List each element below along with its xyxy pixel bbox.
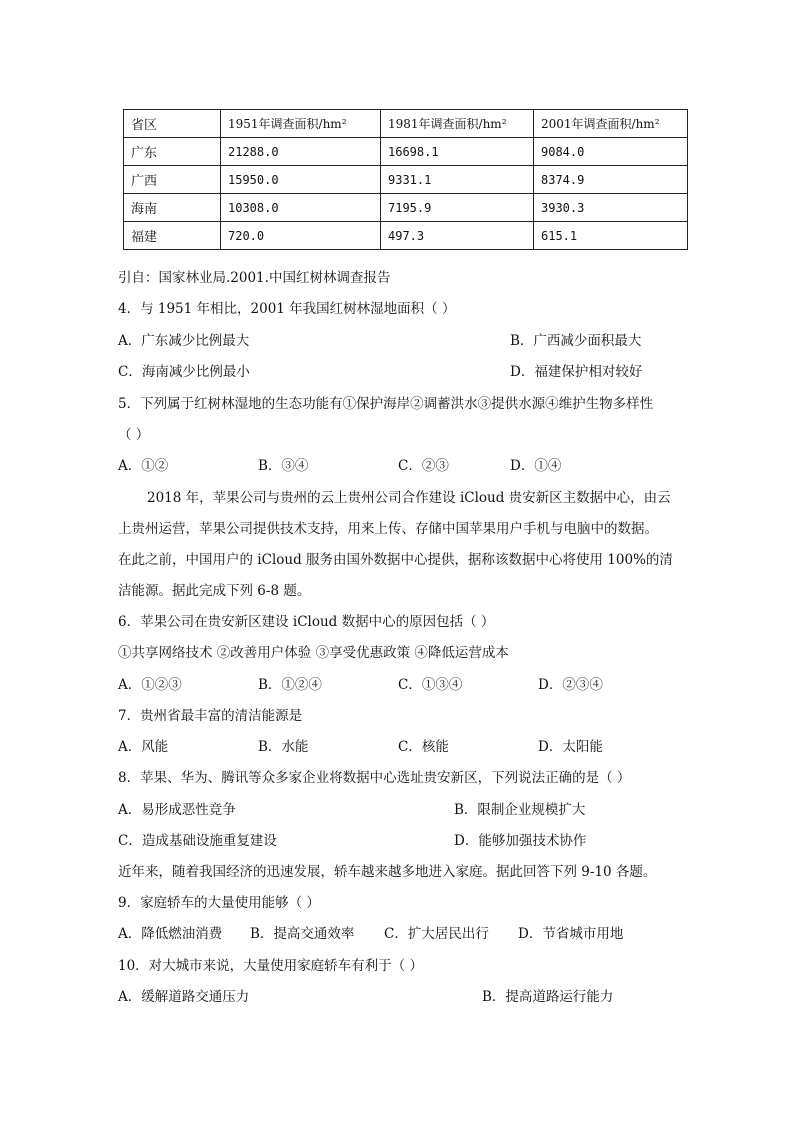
question-5-option-d[interactable]: D．①④ [510,458,562,474]
table-cell: 8374.9 [534,166,688,194]
passage-1-line: 2018 年，苹果公司与贵州的云上贵州公司合作建设 iCloud 贵安新区主数据中心，由云 [147,490,671,506]
question-6-option-d[interactable]: D．②③④ [538,677,603,693]
question-7-option-d[interactable]: D．太阳能 [538,739,603,755]
table-row [124,138,688,166]
question-6-stem: 6．苹果公司在贵安新区建设 iCloud 数据中心的原因包括（ ） [118,614,495,630]
table-cell: 广西 [124,166,221,194]
passage-1-line: 上贵州运营，苹果公司提供技术支持，用来上传、存储中国苹果用户手机与电脑中的数据。 [118,521,658,537]
table-cell: 10308.0 [221,194,381,222]
question-6-option-c[interactable]: C．①③④ [398,677,463,693]
question-7-stem: 7．贵州省最丰富的清洁能源是 [118,708,303,724]
question-4-option-a[interactable]: A．广东减少比例最大 [118,333,250,349]
table-row [124,194,688,222]
question-8-option-b[interactable]: B．限制企业规模扩大 [454,802,586,818]
question-10-option-b[interactable]: B．提高道路运行能力 [482,989,614,1005]
question-5-option-c[interactable]: C．②③ [398,458,449,474]
table-header-cell: 省区 [124,110,221,138]
passage-1-line: 在此之前，中国用户的 iCloud 服务由国外数据中心提供，据称该数据中心将使用 100%的清 [118,552,673,568]
table-row [124,222,688,250]
table-header-cell: 2001年调查面积/hm² [534,110,688,138]
table-cell: 15950.0 [221,166,381,194]
passage-2-text: 近年来，随着我国经济的迅速发展，轿车越来越多地进入家庭。据此回答下列 9-10 各题。 [118,864,657,880]
question-5-stem: 5．下列属于红树林湿地的生态功能有①保护海岸②调蓄洪水③提供水源④维护生物多样性 [118,396,654,412]
question-7-option-c[interactable]: C．核能 [398,739,449,755]
mangrove-area-table [123,109,688,250]
table-cell: 3930.3 [534,194,688,222]
table-cell: 广东 [124,138,221,166]
table-cell: 9331.1 [381,166,534,194]
question-4-option-d[interactable]: D．福建保护相对较好 [510,364,643,380]
table-cell: 16698.1 [381,138,534,166]
question-6-option-b[interactable]: B．①②④ [258,677,322,693]
question-6-option-a[interactable]: A．①②③ [118,677,182,693]
question-6-items: ①共享网络技术 ②改善用户体验 ③享受优惠政策 ④降低运营成本 [118,645,509,661]
passage-1-line: 洁能源。据此完成下列 6-8 题。 [118,583,311,599]
question-7-option-a[interactable]: A．风能 [118,739,169,755]
question-5-option-b[interactable]: B．③④ [258,458,309,474]
table-cell: 海南 [124,194,221,222]
table-row [124,166,688,194]
table-header-row [124,110,688,138]
question-8-option-d[interactable]: D．能够加强技术协作 [454,833,587,849]
table-header-cell: 1981年调查面积/hm² [381,110,534,138]
question-4-stem: 4．与 1951 年相比，2001 年我国红树林湿地面积（ ） [118,301,456,317]
question-4-option-b[interactable]: B．广西减少面积最大 [510,333,642,349]
question-4-option-c[interactable]: C．海南减少比例最小 [118,364,250,380]
table-cell: 9084.0 [534,138,688,166]
question-9-option-a[interactable]: A．降低燃油消费 [118,926,223,942]
question-9-option-d[interactable]: D．节省城市用地 [518,926,624,942]
question-10-option-a[interactable]: A．缓解道路交通压力 [118,989,250,1005]
table-cell: 21288.0 [221,138,381,166]
table-cell: 福建 [124,222,221,250]
question-9-option-b[interactable]: B．提高交通效率 [250,926,355,942]
question-5-option-a[interactable]: A．①② [118,458,169,474]
table-cell: 497.3 [381,222,534,250]
question-8-option-a[interactable]: A．易形成恶性竞争 [118,802,236,818]
question-7-option-b[interactable]: B．水能 [258,739,309,755]
question-9-stem: 9．家庭轿车的大量使用能够（ ） [118,895,320,911]
table-cell: 720.0 [221,222,381,250]
question-9-option-c[interactable]: C．扩大居民出行 [384,926,489,942]
table-header-cell: 1951年调查面积/hm² [221,110,381,138]
question-10-stem: 10．对大城市来说，大量使用家庭轿车有利于（ ） [118,958,423,974]
question-8-option-c[interactable]: C．造成基础设施重复建设 [118,833,277,849]
table-cell: 7195.9 [381,194,534,222]
table-source-note: 引自：国家林业局.2001.中国红树林调查报告 [118,270,391,286]
question-5-stem-bracket: （ ） [118,427,150,443]
table-cell: 615.1 [534,222,688,250]
question-8-stem: 8．苹果、华为、腾讯等众多家企业将数据中心选址贵安新区，下列说法正确的是（ ） [118,770,631,786]
